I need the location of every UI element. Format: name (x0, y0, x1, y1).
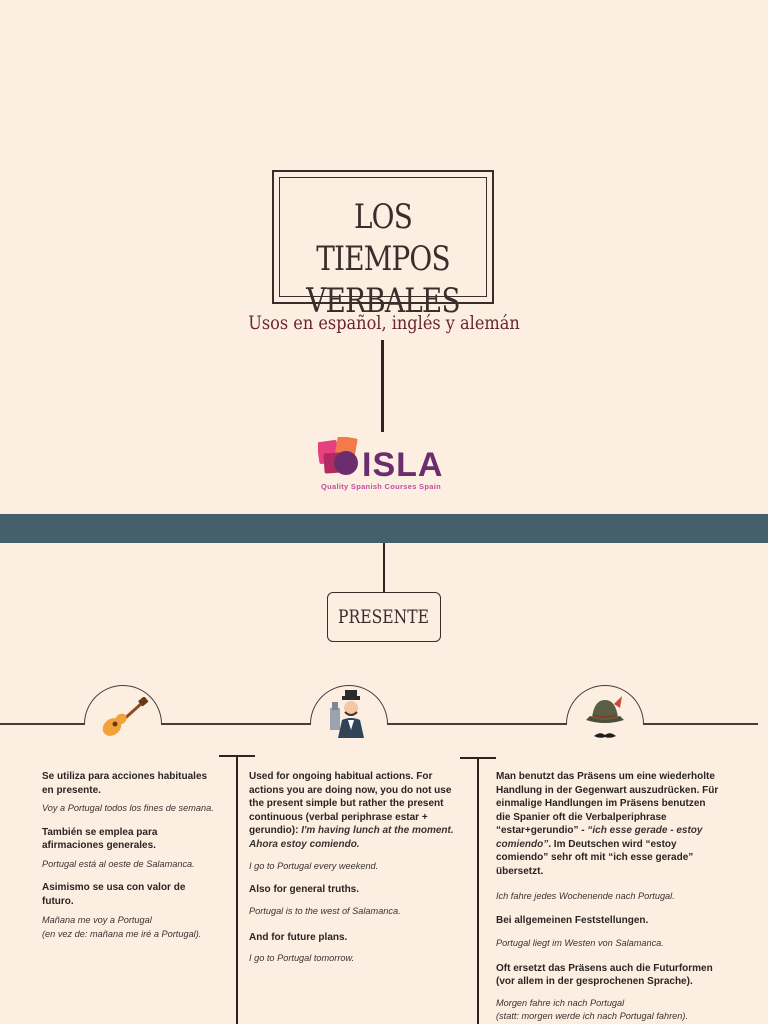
guitar-icon (98, 697, 150, 737)
rule-text: Used for ongoing habitual actions. For actions you are doing now, you do not use the present simple but rather the present continuous (verbal periphrase estar + gerundio): I'm having lunch at the moment. Ahora estoy comiendo. (249, 771, 454, 850)
rule-text: Asimismo se usa con valor de futuro. (42, 882, 186, 907)
spanish-column (42, 770, 214, 941)
title-frame (272, 170, 494, 321)
rule-text: Bei allgemeinen Feststellungen. (496, 914, 649, 926)
column-divider (477, 757, 479, 1024)
logo-name: ISLA (362, 446, 444, 484)
section-tag: PRESENTE (327, 592, 441, 642)
column-divider (236, 755, 238, 1024)
rule-text: And for future plans. (249, 931, 348, 943)
rule-text: Se utiliza para acciones habituales en presente. (42, 771, 208, 796)
connector-line (383, 543, 385, 592)
rule-text: Man benutzt das Präsens um eine wiederholte Handlung in der Gegenwart auszudrücken. Für einmalige Handlungen im Präsens benutzen die Spanier oft die Verbalperiphrase “estar+gerundio” - “ich esse gerade - estoy comiendo”. Im Deutschen wird “estoy comiendo” sehr oft mit “ich esse gerade” übersetzt. (496, 771, 719, 877)
example-text: Ich fahre jedes Wochenende nach Portugal. (496, 891, 675, 901)
example-text: Portugal está al oeste de Salamanca. (42, 858, 195, 869)
example-text: Portugal is to the west of Salamanca. (249, 906, 401, 916)
example-text: (statt: morgen werde ich nach Portugal fahren). (496, 1011, 689, 1021)
example-text: Portugal liegt im Westen von Salamanca. (496, 938, 664, 948)
rule-text: Also for general truths. (249, 883, 360, 895)
rule-text: También se emplea para afirmaciones generales. (42, 826, 158, 851)
connector-line (381, 340, 384, 432)
isla-logo-icon (318, 437, 364, 479)
example-text: I go to Portugal tomorrow. (249, 953, 355, 963)
example-text: I go to Portugal every weekend. (249, 861, 379, 871)
example-text: Voy a Portugal todos los fines de semana. (42, 803, 214, 813)
alpine-hat-icon (582, 694, 628, 742)
section-band (0, 514, 768, 543)
example-text: Mañana me voy a Portugal (42, 915, 152, 925)
subtitle: Usos en español, inglés y alemán (248, 312, 520, 334)
logo-tagline: Quality Spanish Courses Spain (321, 482, 441, 491)
example-text: Morgen fahre ich nach Portugal (496, 997, 625, 1008)
example-text: (en vez de: mañana me iré a Portugal). (42, 928, 202, 939)
gentleman-icon (328, 690, 372, 738)
rule-text: Oft ersetzt das Präsens auch die Futurformen (vor allem in der gesprochenen Sprache). (496, 962, 713, 987)
german-column (496, 770, 722, 1024)
english-column (249, 770, 461, 966)
page-title: LOS TIEMPOS VERBALES (306, 197, 460, 321)
